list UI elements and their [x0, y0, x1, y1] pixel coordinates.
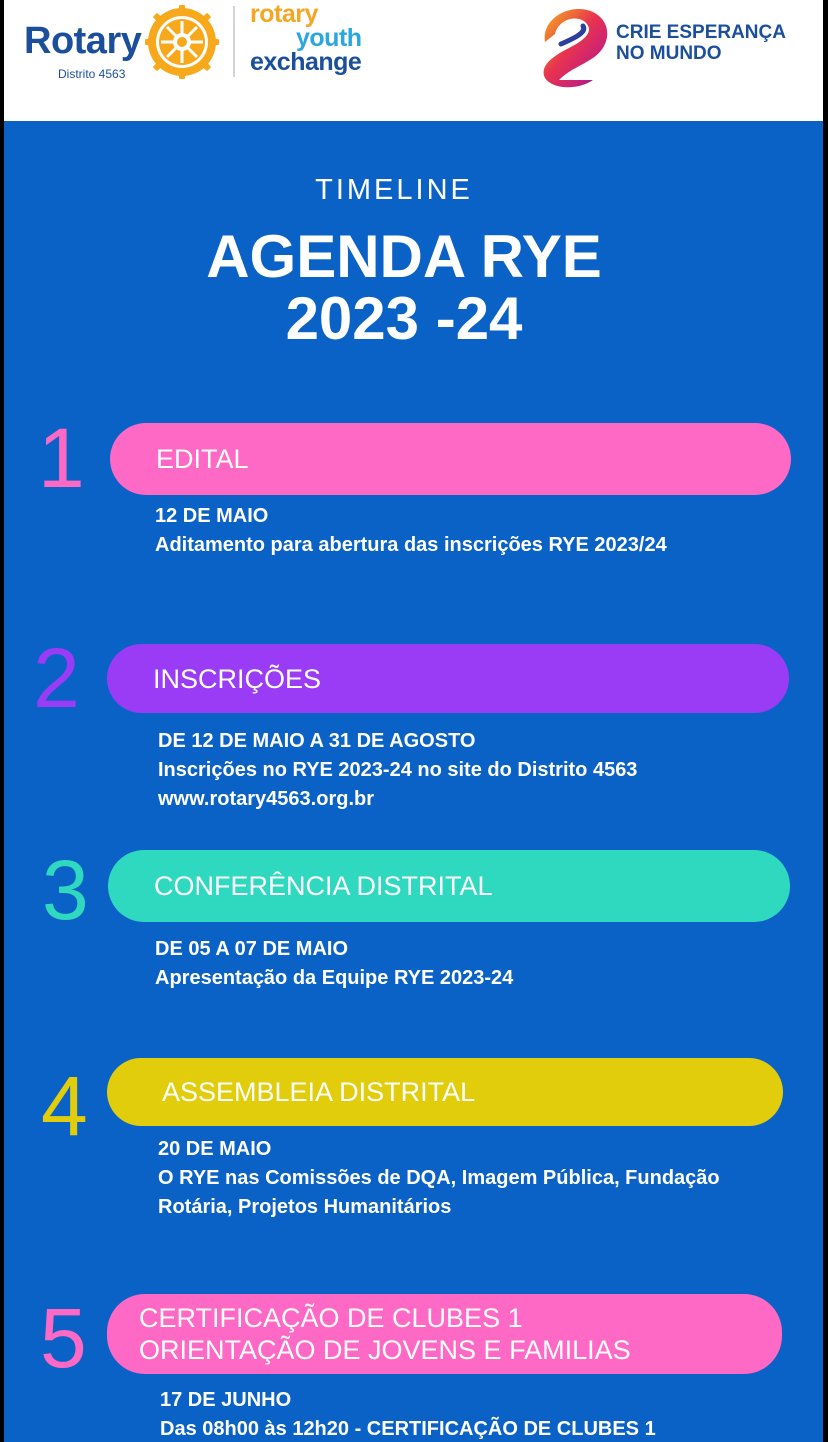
- step-detail-line: DE 05 A 07 DE MAIO: [155, 938, 349, 960]
- step-detail-line: 20 DE MAIO: [158, 1138, 272, 1160]
- step-detail-line: 12 DE MAIO: [155, 505, 269, 527]
- step-details: [155, 502, 667, 560]
- step-detail-line: Das 08h00 às 12h20 - CERTIFICAÇÃO DE CLUBES 1: [160, 1418, 656, 1440]
- header-logo-bar: [4, 0, 823, 121]
- step-number: 1: [38, 411, 85, 505]
- step-number: 2: [33, 631, 80, 725]
- step-title: CONFERÊNCIA DISTRITAL: [154, 871, 493, 901]
- step-detail-line: Apresentação da Equipe RYE 2023-24: [155, 967, 514, 989]
- step-details: [155, 935, 513, 993]
- step-title-pill: [110, 423, 791, 495]
- step-detail-line: 17 DE JUNHO: [160, 1389, 292, 1411]
- step-details: [160, 1386, 656, 1442]
- page-title-line: 2023 -24: [285, 285, 523, 352]
- step-title: INSCRIÇÕES: [153, 663, 322, 694]
- step-detail-line: O RYE nas Comissões de DQA, Imagem Pública, Fundação: [158, 1167, 720, 1189]
- rye-logo-line: rotary: [250, 0, 318, 28]
- step-detail-line: Aditamento para abertura das inscrições RYE 2023/24: [155, 534, 667, 556]
- step-title-pill: [108, 850, 790, 922]
- step-title-pill: [107, 644, 789, 713]
- rotary-wordmark: Rotary: [24, 20, 142, 62]
- hope-logo-icon: [535, 4, 613, 88]
- page-title: [4, 223, 804, 352]
- step-title: ASSEMBLEIA DISTRITAL: [162, 1077, 476, 1107]
- step-title: EDITAL: [156, 444, 249, 474]
- rotary-wheel-icon: [145, 5, 219, 79]
- step-title-pill: [107, 1294, 782, 1374]
- timeline-label: TIMELINE: [315, 174, 473, 206]
- step-detail-line: Rotária, Projetos Humanitários: [158, 1196, 452, 1218]
- step-number: 4: [41, 1059, 88, 1153]
- slogan-line: CRIE ESPERANÇA: [616, 22, 786, 43]
- step-detail-line: DE 12 DE MAIO A 31 DE AGOSTO: [158, 730, 476, 752]
- page-title-line: AGENDA RYE: [206, 223, 602, 290]
- step-details: [158, 1135, 720, 1222]
- rye-logo-line: exchange: [250, 48, 362, 76]
- rye-logo-line: youth: [296, 24, 362, 52]
- rye-logo: [250, 2, 362, 74]
- step-title-pill: [107, 1058, 783, 1126]
- logo-divider: [233, 6, 235, 77]
- step-title: CERTIFICAÇÃO DE CLUBES 1 ORIENTAÇÃO DE JOVENS E FAMILIAS: [139, 1303, 631, 1365]
- step-details: [158, 727, 637, 814]
- step-detail-line: www.rotary4563.org.br: [158, 788, 374, 810]
- rotary-district-label: Distrito 4563: [58, 67, 126, 81]
- slogan-line: NO MUNDO: [616, 43, 722, 64]
- step-number: 5: [40, 1291, 87, 1385]
- step-number: 3: [42, 843, 89, 937]
- slogan: [616, 22, 786, 64]
- agenda-page: [4, 0, 823, 1442]
- step-detail-line: Inscrições no RYE 2023-24 no site do Distrito 4563: [158, 759, 638, 781]
